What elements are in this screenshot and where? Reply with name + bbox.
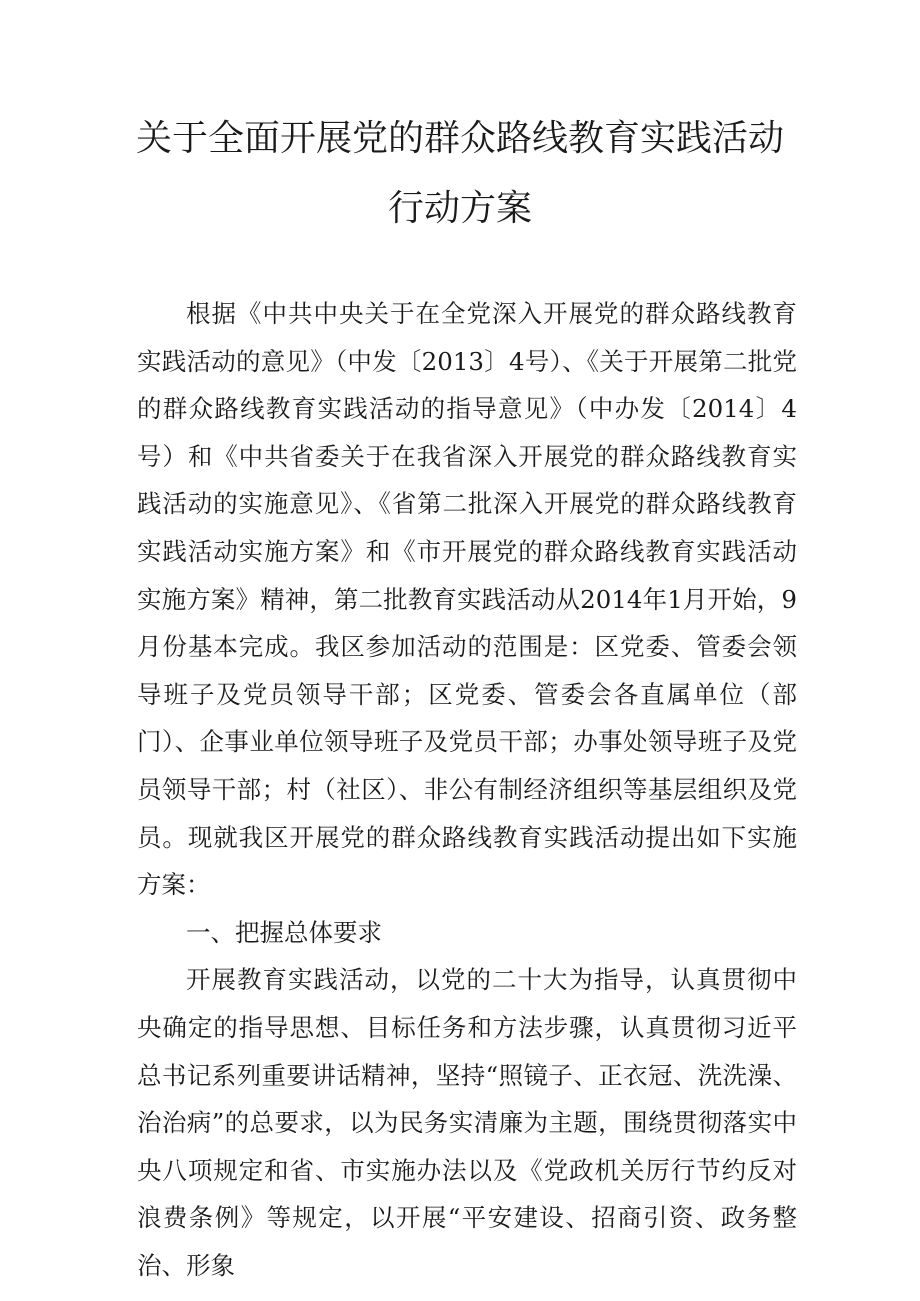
- paragraph-requirements: 开展教育实践活动，以党的二十大为指导，认真贯彻中央确定的指导思想、目标任务和方法步骤，认真贯彻习近平总书记系列重要讲话精神，坚持“照镜子、正衣冠、洗洗澡、治治病”的总要求，以为民务实清廉为主题，围绕贯彻落实中央八项规定和省、市实施办法以及《党政机关厉行节约反对浪费条例》等规定，以开展“平安建设、招商引资、政务整治、形象: [137, 965, 797, 1280]
- document-title-line-2: 行动方案: [387, 188, 532, 229]
- document-body: [137, 290, 797, 1289]
- paragraph-intro: 根据《中共中央关于在全党深入开展党的群众路线教育实践活动的意见》（中发〔2013〕4号）、《关于开展第二批党的群众路线教育实践活动的指导意见》（中办发〔2014〕4号）和《中共省委关于在我省深入开展党的群众路线教育实践活动的实施意见》、《省第二批深入开展党的群众路线教育实践活动实施方案》和《市开展党的群众路线教育实践活动实施方案》精神，第二批教育实践活动从2014年1月开始，9月份基本完成。我区参加活动的范围是：区党委、管委会领导班子及党员领导干部；区党委、管委会各直属单位（部门）、企事业单位领导班子及党员干部；办事处领导班子及党员领导干部；村（社区）、非公有制经济组织等基层组织及党员。现就我区开展党的群众路线教育实践活动提出如下实施方案：: [137, 299, 797, 900]
- section-heading-1: 一、把握总体要求: [186, 917, 382, 947]
- document-title-line-1: 关于全面开展党的群众路线教育实践活动: [135, 118, 784, 159]
